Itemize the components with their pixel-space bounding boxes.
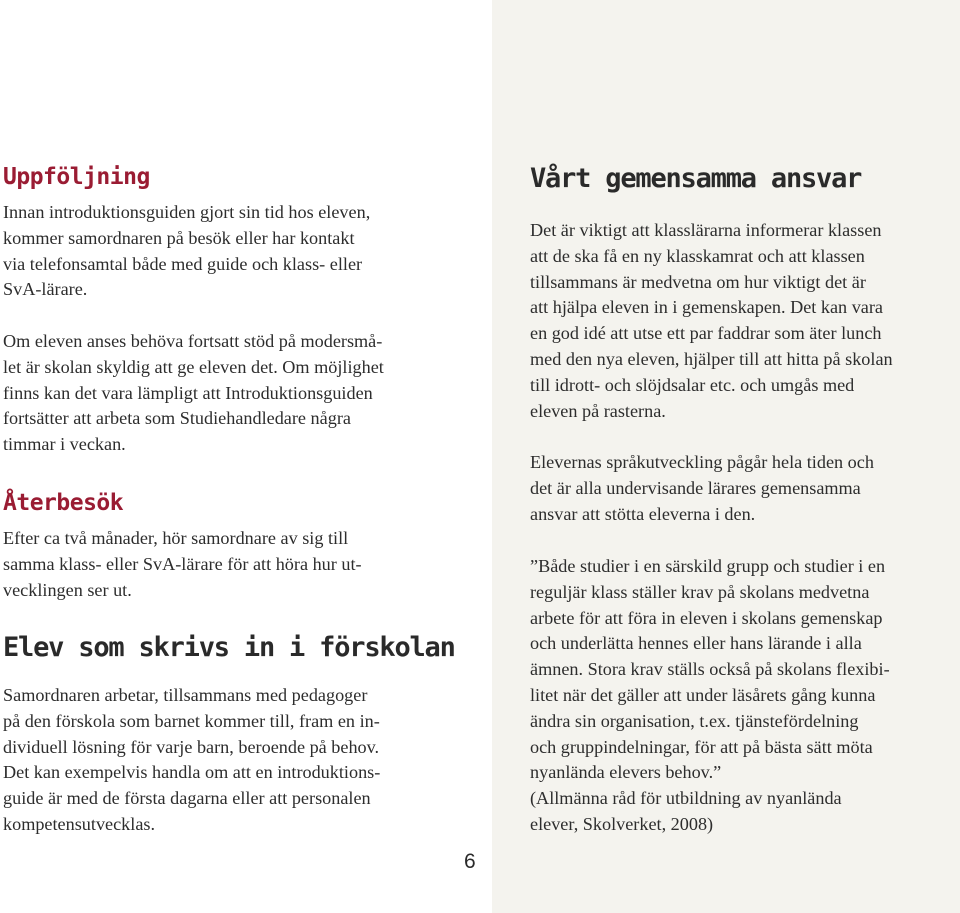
text-line: att de ska få en ny klasskamrat och att klassen xyxy=(530,245,865,266)
text-line: fortsätter att arbeta som Studiehandledare några xyxy=(3,408,351,429)
text-line: Innan introduktionsguiden gjort sin tid hos eleven, xyxy=(3,202,371,222)
text-line: att hjälpa eleven in i gemenskapen. Det kan vara xyxy=(530,297,883,318)
text-line: Om eleven anses behöva fortsatt stöd på modersmå- xyxy=(3,331,383,351)
text-line: och gruppindelningar, för att på bästa sätt möta xyxy=(530,736,873,757)
uppfoljning-paragraph-1 xyxy=(3,200,370,303)
text-line: guide är med de första dagarna eller att personalen xyxy=(3,788,371,809)
text-line: ämnen. Stora krav ställs också på skolans flexibi- xyxy=(530,659,890,680)
aterbesok-paragraph xyxy=(3,526,362,603)
text-line: elever, Skolverket, 2008) xyxy=(530,813,714,834)
text-line: Det är viktigt att klasslärarna informerar klassen xyxy=(530,220,882,240)
text-line: det är alla undervisande lärares gemensamma xyxy=(530,477,861,498)
text-line: kompetensutvecklas. xyxy=(3,813,156,834)
text-line: arbete för att föra in eleven i skolans gemenskap xyxy=(530,607,883,628)
text-line: med den nya eleven, hjälper till att hitta på skolan xyxy=(530,348,893,369)
text-line: vecklingen ser ut. xyxy=(3,579,132,600)
text-line: nyanlända elevers behov.” xyxy=(530,762,722,783)
quote-paragraph xyxy=(530,554,890,838)
text-line: och underlätta hennes eller hans lärande i alla xyxy=(530,633,862,654)
heading-forskolan: Elev som skrivs in i förskolan xyxy=(3,632,455,663)
heading-gemensamma-ansvar: Vårt gemensamma ansvar xyxy=(530,163,862,194)
text-line: litet när det gäller att under läsårets gång kunna xyxy=(530,684,876,705)
ansvar-paragraph-2 xyxy=(530,450,874,527)
ansvar-paragraph-1 xyxy=(530,218,893,424)
text-line: tillsammans är medvetna om hur viktigt det är xyxy=(530,271,866,292)
heading-uppfoljning: Uppföljning xyxy=(3,164,150,190)
uppfoljning-paragraph-2 xyxy=(3,329,384,458)
text-line: en god idé att utse ett par faddrar som äter lunch xyxy=(530,323,882,344)
heading-aterbesok: Återbesök xyxy=(3,490,124,516)
text-line: dividuell lösning för varje barn, beroende på behov. xyxy=(3,736,380,757)
text-line: Efter ca två månader, hör samordnare av sig till xyxy=(3,528,349,548)
text-line: Det kan exempelvis handla om att en introduktions- xyxy=(3,762,381,783)
text-line: via telefonsamtal både med guide och klass- eller xyxy=(3,253,363,274)
text-line: ”Både studier i en särskild grupp och studier i en xyxy=(530,556,886,576)
text-line: finns kan det vara lämpligt att Introduktionsguiden xyxy=(3,382,373,403)
text-line: ansvar att stötta eleverna i den. xyxy=(530,503,756,524)
text-line: samma klass- eller SvA-lärare för att höra hur ut- xyxy=(3,553,362,574)
text-line: Samordnaren arbetar, tillsammans med pedagoger xyxy=(3,685,368,705)
text-line: let är skolan skyldig att ge eleven det. Om möjlighet xyxy=(3,356,384,377)
page-number: 6 xyxy=(464,850,476,873)
text-line: på den förskola som barnet kommer till, fram en in- xyxy=(3,710,380,731)
text-line: Elevernas språkutveckling pågår hela tiden och xyxy=(530,452,874,472)
text-line: eleven på rasterna. xyxy=(530,400,666,421)
text-line: reguljär klass ställer krav på skolans medvetna xyxy=(530,581,870,602)
text-line: till idrott- och slöjdsalar etc. och umgås med xyxy=(530,374,855,395)
text-line: kommer samordnaren på besök eller har kontakt xyxy=(3,227,355,248)
text-line: SvA-lärare. xyxy=(3,279,88,300)
forskolan-paragraph xyxy=(3,683,380,838)
text-line: ändra sin organisation, t.ex. tjänstefördelning xyxy=(530,710,859,731)
right-column xyxy=(492,0,960,913)
text-line: timmar i veckan. xyxy=(3,434,126,455)
text-line: (Allmänna råd för utbildning av nyanlända xyxy=(530,788,842,809)
